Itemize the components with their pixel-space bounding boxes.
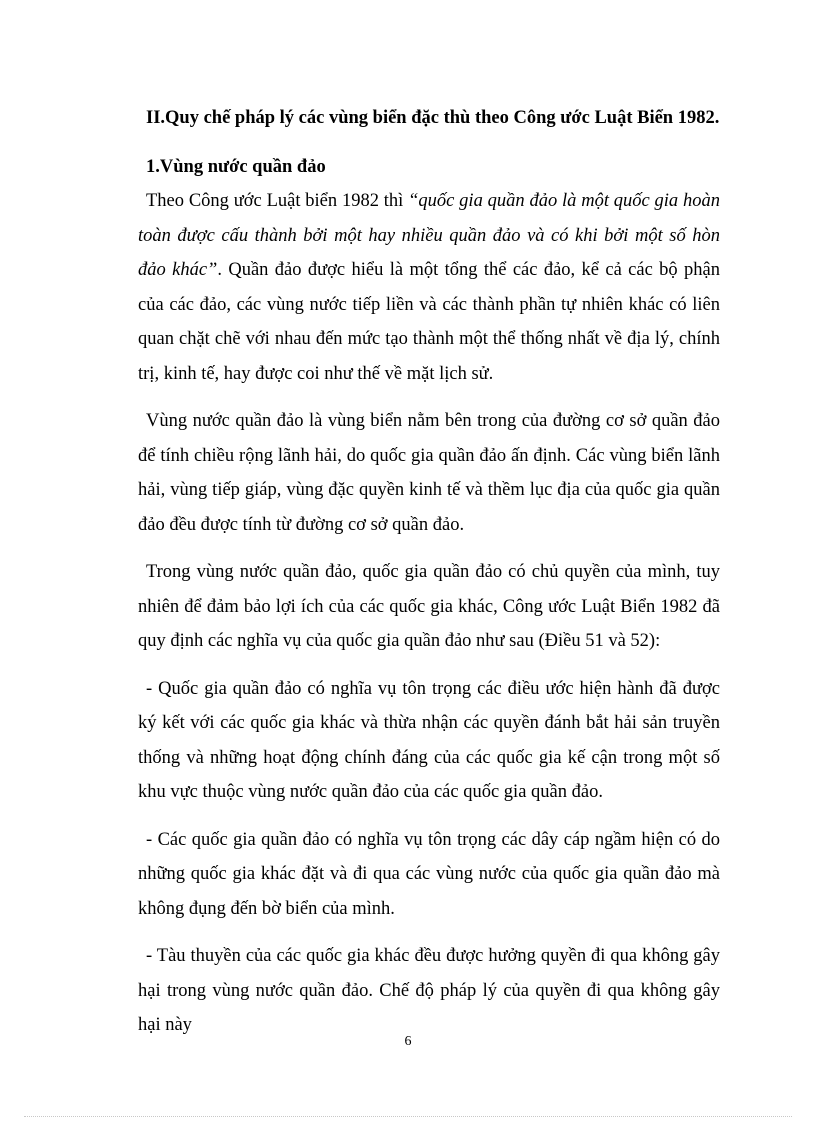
paragraph-obligations-intro: Trong vùng nước quần đảo, quốc gia quần đảo có chủ quyền của mình, tuy nhiên để đảm bảo lợi ích của các quốc gia khác, Công ước Luật Biển 1982 đã quy định các nghĩa vụ của quốc gia quần đảo như sau (Điều 51 và 52): (138, 562, 720, 651)
page-bottom-divider (24, 1116, 792, 1117)
page-body (138, 101, 720, 1043)
paragraph-1-lead: Theo Công ước Luật biển 1982 thì (146, 191, 409, 211)
section-heading (138, 101, 720, 136)
page-number: 6 (404, 1034, 412, 1049)
paragraph-1-rest: . Quần đảo được hiểu là một tổng thể các đảo, kể cả các bộ phận của các đảo, các vùng nước tiếp liền và các thành phần tự nhiên khác có liên quan chặt chẽ với nhau đến mức tạo thành một thể thống nhất về địa lý, chính trị, kinh tế, hay được coi như thế về mặt lịch sử. (138, 260, 720, 384)
section-heading-text: II.Quy chế pháp lý các vùng biển đặc thù theo Công ước Luật Biển 1982. (146, 108, 720, 128)
paragraph-archipelagic-state-definition (138, 184, 720, 391)
bullet-obligation-treaties: - Quốc gia quần đảo có nghĩa vụ tôn trọng các điều ước hiện hành đã được ký kết với các quốc gia khác và thừa nhận các quyền đánh bắt hải sản truyền thống và những hoạt động chính đáng của các quốc gia kế cận trong một số khu vực thuộc vùng nước quần đảo của các quốc gia quần đảo. (138, 678, 720, 802)
subsection-heading: 1.Vùng nước quần đảo (146, 156, 326, 177)
paragraph-1-quote: “quốc gia quần đảo là một quốc gia hoàn toàn được cấu thành bởi một hay nhiều quần đảo và có khi bởi một số hòn đảo khác” (138, 191, 720, 280)
bullet-obligation-cables: - Các quốc gia quần đảo có nghĩa vụ tôn trọng các dây cáp ngầm hiện có do những quốc gia khác đặt và đi qua các vùng nước của quốc gia quần đảo mà không đụng đến bờ biển của mình. (138, 829, 720, 919)
bullet-obligation-innocent-passage: - Tàu thuyền của các quốc gia khác đều được hưởng quyền đi qua không gây hại trong vùng nước quần đảo. Chế độ pháp lý của quyền đi qua không gây hại này (138, 946, 720, 1035)
paragraph-archipelagic-waters: Vùng nước quần đảo là vùng biển nằm bên trong của đường cơ sở quần đảo để tính chiều rộng lãnh hải, do quốc gia quần đảo ấn định. Các vùng biển lãnh hải, vùng tiếp giáp, vùng đặc quyền kinh tế và thềm lục địa của quốc gia quần đảo đều được tính từ đường cơ sở quần đảo. (138, 411, 720, 535)
